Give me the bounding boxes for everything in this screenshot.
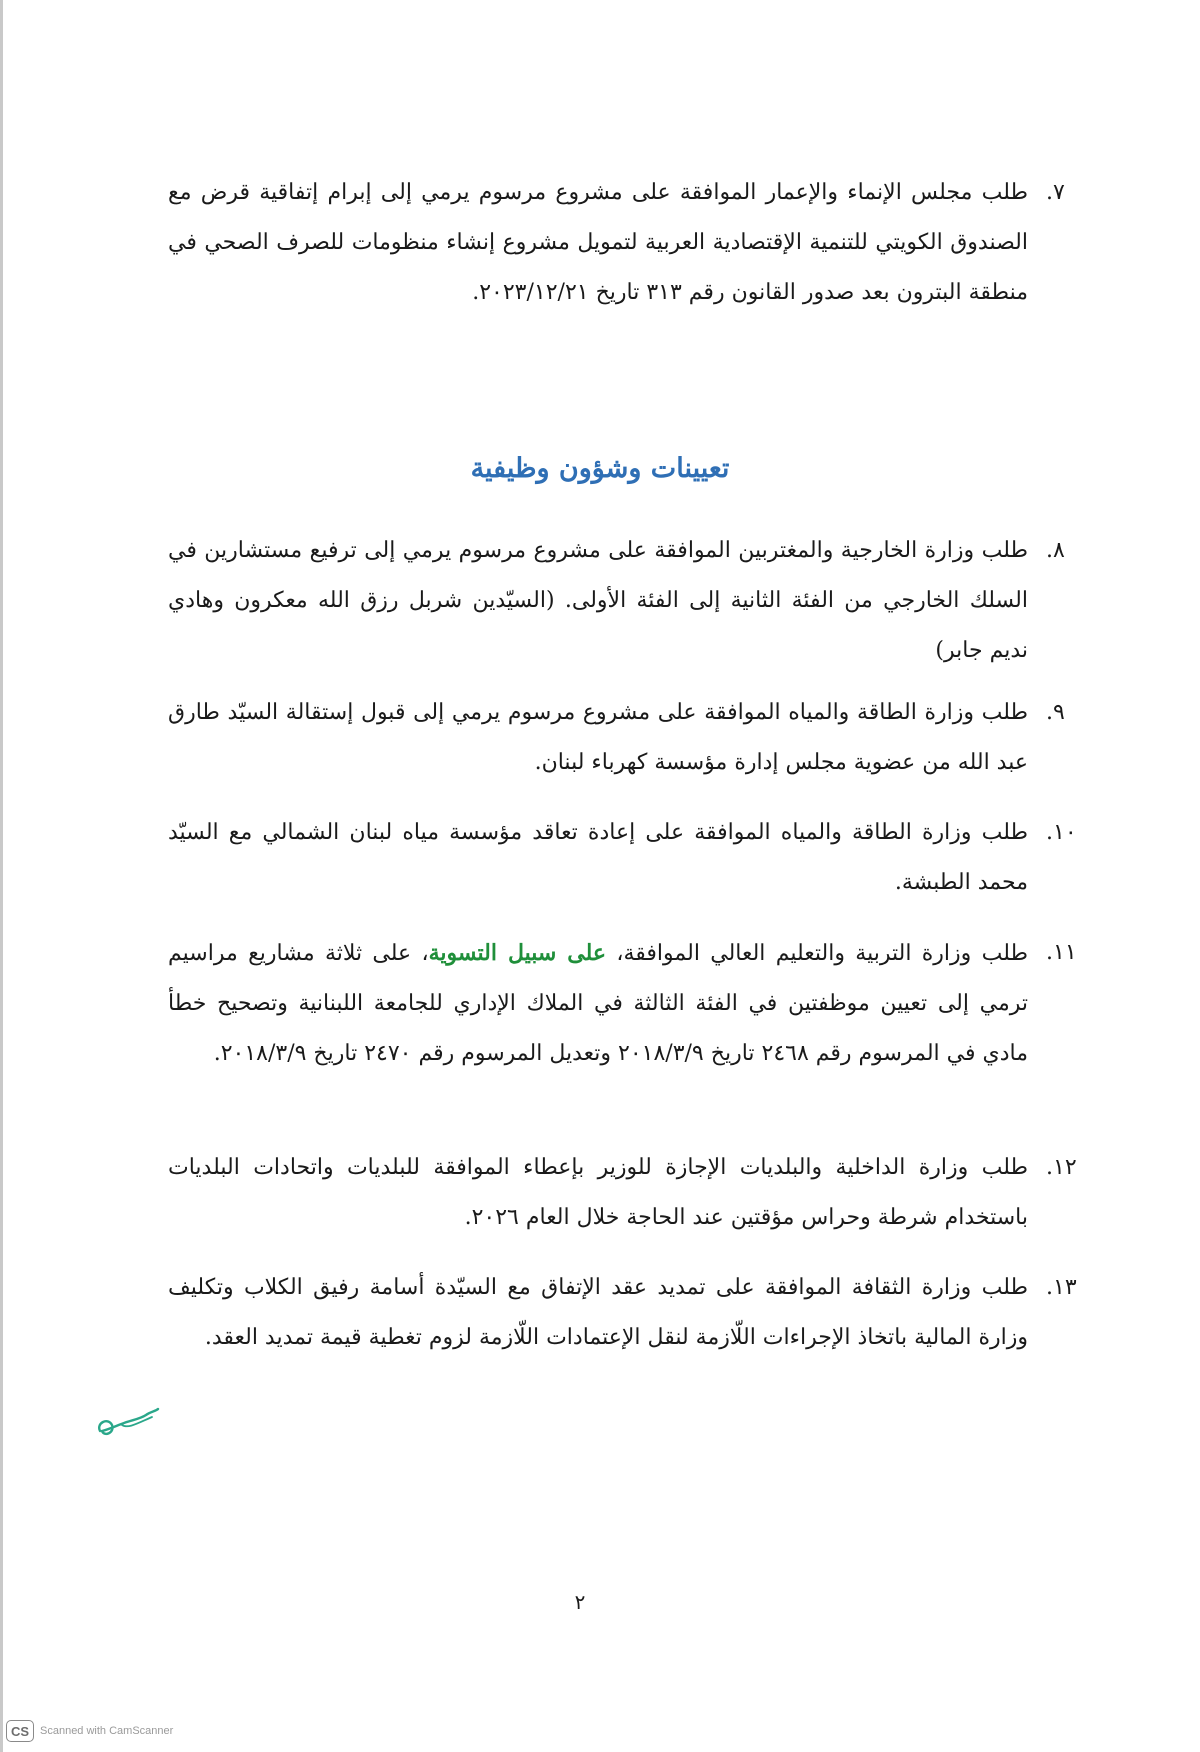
- scanner-text: Scanned with CamScanner: [40, 1725, 174, 1737]
- item-text: [168, 928, 1040, 1079]
- item-text: طلب وزارة الطاقة والمياه الموافقة على مشروع مرسوم يرمي إلى قبول إستقالة السيّد طارق عبد الله من عضوية مجلس إدارة مؤسسة كهرباء لبنان.: [168, 700, 1028, 775]
- item-text: طلب وزارة الثقافة الموافقة على تمديد عقد الإتفاق مع السيّدة أسامة رفيق الكلاب وتكليف وزارة المالية باتخاذ الإجراءات اللّازمة لنقل الإعتمادات اللّازمة لزوم تغطية قيمة تمديد العقد.: [168, 1275, 1028, 1350]
- item-text: طلب وزارة الخارجية والمغتربين الموافقة على مشروع مرسوم يرمي إلى ترفيع مستشارين في السلك الخارجي من الفئة الثانية إلى الفئة الأولى. (السيّدين شربل رزق الله معكرون وهادي نديم جابر): [168, 538, 1028, 663]
- item-number: .١٠: [1046, 820, 1077, 845]
- list-item: [168, 168, 1065, 318]
- scan-edge: [0, 0, 3, 1752]
- item-text-start: طلب وزارة التربية والتعليم العالي الموافقة،: [606, 941, 1028, 966]
- section-title: تعيينات وشؤون وظيفية: [470, 453, 730, 484]
- highlighted-phrase: على سبيل التسوية: [428, 940, 607, 966]
- item-number: .٨: [1046, 538, 1065, 563]
- list-item: [168, 1263, 1077, 1363]
- item-text: طلب وزارة الداخلية والبلديات الإجازة للوزير بإعطاء الموافقة للبلديات واتحادات البلديات باستخدام شرطة وحراس مؤقتين عند الحاجة خلال العام ٢٠٢٦.: [168, 1155, 1029, 1230]
- item-text: طلب وزارة الطاقة والمياه الموافقة على إعادة تعاقد مؤسسة مياه لبنان الشمالي مع السيّد محمد الطبشة.: [168, 820, 1028, 895]
- list-item: [168, 928, 1077, 1079]
- item-number: .٧: [1046, 180, 1065, 205]
- item-text: طلب مجلس الإنماء والإعمار الموافقة على مشروع مرسوم يرمي إلى إبرام إتفاقية قرض مع الصندوق الكويتي للتنمية الإقتصادية العربية لتمويل مشروع إنشاء منظومات للصرف الصحي في منطقة البترون بعد صدور القانون رقم ٣١٣ تاريخ ٢٠٢٣/١٢/٢١.: [168, 180, 1028, 305]
- list-item: [168, 1143, 1077, 1243]
- item-number: .١٣: [1046, 1275, 1077, 1300]
- list-item: [168, 688, 1065, 788]
- item-text-end: ، على ثلاثة مشاريع مراسيم ترمي إلى تعيين موظفتين في الفئة الثالثة في الملاك الإداري للجامعة اللبنانية وتصحيح خطأ مادي في المرسوم رقم ٢٤٦٨ تاريخ ٢٠١٨/٣/٩ وتعديل المرسوم رقم ٢٤٧٠ تاريخ ٢٠١٨/٣/٩.: [168, 941, 1028, 1066]
- list-item: [168, 526, 1065, 676]
- page-number: ٢: [574, 1590, 586, 1614]
- signature-initials: [94, 1403, 164, 1443]
- item-number: .١٢: [1046, 1155, 1077, 1180]
- item-number: .٩: [1046, 700, 1065, 725]
- item-number: .١١: [1046, 940, 1077, 965]
- list-item: [168, 808, 1077, 908]
- scanner-footer: [6, 1718, 173, 1744]
- camscanner-logo: CS: [6, 1720, 34, 1742]
